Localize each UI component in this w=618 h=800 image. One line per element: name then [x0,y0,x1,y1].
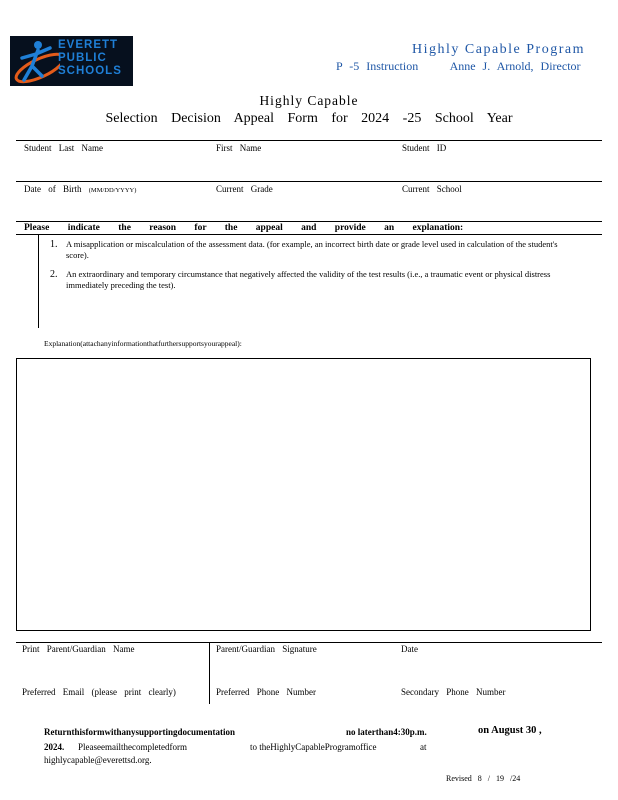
return-instruction: Returnthisformwithanysupportingdocumentation [44,727,236,737]
print-name-label: Print Parent/Guardian Name [22,644,135,654]
deadline-text: no laterthan4:30p.m. [346,727,427,737]
divider [16,642,602,643]
at-text: at [420,742,427,752]
explanation-textbox[interactable] [16,358,591,631]
district-logo [10,36,133,86]
form-title: Highly Capable [259,93,359,108]
revised-date: Revised 8 / 19 /24 [446,774,521,783]
dob-label: Date of Birth (MM/DD/YYYY) [24,184,137,194]
student-id-label: Student ID [402,143,447,153]
form-subtitle: Selection Decision Appeal Form for 2024 -25 School Year [105,111,513,126]
program-name: Highly Capable Program [412,42,585,57]
divider [16,181,602,182]
divider [16,140,602,141]
divider [16,221,602,222]
reason-heading: Please indicate the reason for the appeal and provide an explanation: [24,223,464,233]
reason-left-rule [38,234,39,328]
current-grade-label: Current Grade [216,184,273,194]
contact-email[interactable]: highlycapable@everettsd.org. [44,755,152,765]
logo-text: EVERETT PUBLIC SCHOOLS [58,39,122,77]
divider [16,234,602,235]
office-text: to theHighlyCapableProgramoffice [250,742,377,752]
deadline-date: on August 30 , [478,725,542,736]
secondary-phone-label: Secondary Phone Number [401,687,506,697]
phone-label: Preferred Phone Number [216,687,316,697]
signature-label: Parent/Guardian Signature [216,644,317,654]
student-last-name-label: Student Last Name [24,143,103,153]
current-school-label: Current School [402,184,462,194]
first-name-label: First Name [216,143,262,153]
deadline-year: 2024. [44,742,65,752]
logo-figure-icon [10,36,60,86]
reason-item: 1. A misapplication or miscalculation of the assessment data. (for example, an incorrect birth date or grade level used in calculation of the student's score). [50,239,558,260]
department: P -5 Instruction [336,59,419,73]
reason-item: 2. An extraordinary and temporary circumstance that negatively affected the validity of the test results (i.e., a traumatic event or physical distress immediately preceding the test). [50,269,551,290]
dob-format: (MM/DD/YYYY) [88,187,137,194]
email-instruction: Pleaseemailthecompletedform [78,742,187,752]
date-label: Date [401,644,418,654]
email-label: Preferred Email (please print clearly) [22,687,176,697]
explanation-label: Explanation(attachanyinformationthatfurthersupportsyourappeal): [44,339,242,348]
signature-divider [209,642,210,704]
department-line [336,59,581,74]
director: Anne J. Arnold, Director [449,59,581,73]
